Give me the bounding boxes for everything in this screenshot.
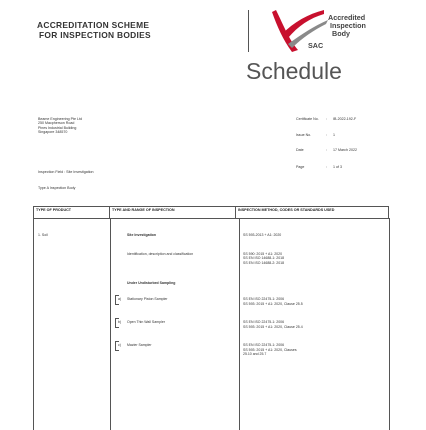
standard-line: SS 593: 2015 + A1: 2020, Clauses [243,348,297,352]
header-divider [248,10,249,52]
col-header-inspection: TYPE AND RANGE OF INSPECTION [110,207,236,219]
inspection-open-thin-wall: Open Thin Wall Sampler [127,320,165,324]
issue-no-value: 1 [333,133,335,137]
inspection-site-investigation: Site Investigation [127,233,156,237]
col-header-product: TYPE OF PRODUCT [34,207,110,219]
issue-no-label: Issue No. [296,133,312,137]
logo-text-sac: SAC [308,41,324,50]
item-marker: b) [118,320,122,324]
item-marker: c) [118,343,121,347]
standard-line: SS 593-2013 + A1: 2020 [243,233,282,237]
schedule-table-body [33,218,390,430]
certificate-no-label: Certificate No. [296,117,319,121]
logo-text-body: Body [332,29,350,38]
inspection-body-type: Type A Inspection Body [38,186,76,190]
logo-text-inspection: Inspection [330,21,366,30]
separator: : [326,165,327,169]
page-value: 1 of 3 [333,165,342,169]
date-label: Date [296,148,304,152]
product-type: 1. Soil [38,233,48,237]
scheme-title-line1: ACCREDITATION SCHEME [37,20,150,30]
company-address [38,117,82,134]
separator: : [326,117,327,121]
address-line: Beame Engineering Pte Ltd [38,117,82,121]
standard-line: SS 590: 2015 + A1: 2020 [243,252,283,256]
inspection-identification: Identification, description and classification [127,252,194,256]
column-divider [110,218,111,430]
address-line: Pines Industrial Building [38,125,77,130]
page-label: Page [296,165,305,169]
standard-line: SS EN ISO 14688-1: 2018 [243,256,285,260]
logo-text-accredited: Accredited [328,13,366,22]
col-header-standards: INSPECTION METHOD, CODES OR STANDARDS USED [236,207,389,219]
address-line: 250 Macpherson Road [38,121,75,126]
standard-line: 25.10 and 25.7 [243,352,267,356]
inspection-stationary-piston: Stationary Piston Sampler [127,297,168,301]
separator: : [326,148,327,152]
sac-accreditation-logo [258,4,378,58]
standard-line: SS EN ISO 22475-1: 2006 [243,297,285,301]
column-divider [239,218,240,430]
inspection-field: Inspection Field : Site Investigation [38,170,94,174]
standard-line: SS 593: 2015 + A1: 2020, Clause 25.4 [243,325,303,329]
scheme-title-line2: FOR INSPECTION BODIES [39,30,151,40]
inspection-mazier-sampler: Mazier Sampler [127,343,152,347]
standard-line: SS EN ISO 22475-1: 2006 [243,320,285,324]
address-line: Singapore 348570 [38,129,68,134]
inspection-undisturbed-sampling: Under Undisturbed Sampling [127,281,176,285]
separator: : [326,133,327,137]
standard-line: SS 593: 2015 + A1: 2020, Clause 25.5 [243,302,303,306]
document-title: Schedule [246,58,342,84]
date-value: 17 March 2022 [333,148,357,152]
standard-line: SS EN ISO 22475-1: 2006 [243,343,285,347]
standard-line: SS EN ISO 14688-2: 2018 [243,261,285,265]
item-marker: a) [118,297,122,301]
certificate-no-value: IB-2022-192-F [333,117,357,121]
